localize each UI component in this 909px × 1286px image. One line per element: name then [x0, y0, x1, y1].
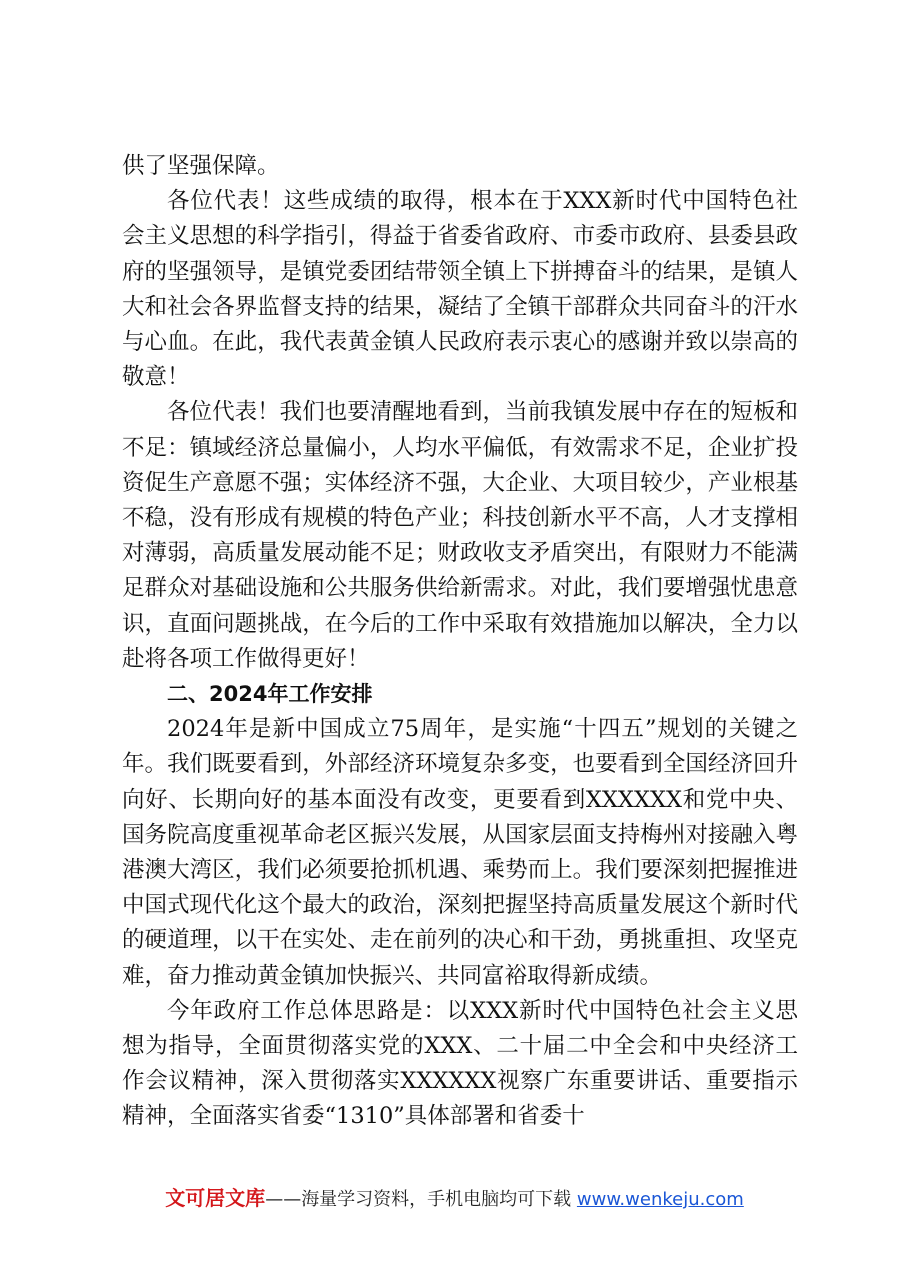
footer-tagline: ——海量学习资料，手机电脑均可下载 — [265, 1189, 572, 1210]
footer-brand: 文可居文库 — [165, 1186, 266, 1210]
paragraph: 今年政府工作总体思路是：以XXX新时代中国特色社会主义思想为指导，全面贯彻落实党的XXX、二十届二中全会和中央经济工作会议精神，深入贯彻落实XXXXXX视察广东重要讲话、重要指示精神，全面落实省委“1310”具体部署和省委十 — [122, 997, 798, 1130]
footer-link[interactable]: www.wenkeju.com — [576, 1189, 744, 1210]
paragraph: 各位代表！这些成绩的取得，根本在于XXX新时代中国特色社会主义思想的科学指引，得益于省委省政府、市委市政府、县委县政府的坚强领导，是镇党委团结带领全镇上下拼搏奋斗的结果，是镇人大和社会各界监督支持的结果，凝结了全镇干部群众共同奋斗的汗水与心血。在此，我代表黄金镇人民政府表示衷心的感谢并致以崇高的敬意！ — [122, 188, 798, 391]
paragraph: 各位代表！我们也要清醒地看到，当前我镇发展中存在的短板和不足：镇域经济总量偏小，人均水平偏低，有效需求不足，企业扩投资促生产意愿不强；实体经济不强，大企业、大项目较少，产业根基不稳，没有形成有规模的特色产业；科技创新水平不高，人才支撑相对薄弱，高质量发展动能不足；财政收支矛盾突出，有限财力不能满足群众对基础设施和公共服务供给新需求。对此，我们要增强忧患意识，直面问题挑战，在今后的工作中采取有效措施加以解决，全力以赴将各项工作做得更好！ — [122, 399, 798, 672]
footer-banner — [0, 1182, 909, 1211]
paragraph-continuation: 供了坚强保障。 — [122, 153, 280, 179]
document-body — [122, 149, 798, 1135]
section-heading: 二、2024年工作安排 — [167, 682, 373, 707]
paragraph: 2024年是新中国成立75周年，是实施“十四五”规划的关键之年。我们既要看到，外部经济环境复杂多变，也要看到全国经济回升向好、长期向好的基本面没有改变，更要看到XXXXXX和党中央、国务院高度重视革命老区振兴发展，从国家层面支持梅州对接融入粤港澳大湾区，我们必须要抢抓机遇、乘势而上。我们要深刻把握推进中国式现代化这个最大的政治，深刻把握坚持高质量发展这个新时代的硬道理，以干在实处、走在前列的决心和干劲，勇挑重担、攻坚克难，奋力推动黄金镇加快振兴、共同富裕取得新成绩。 — [122, 716, 798, 989]
